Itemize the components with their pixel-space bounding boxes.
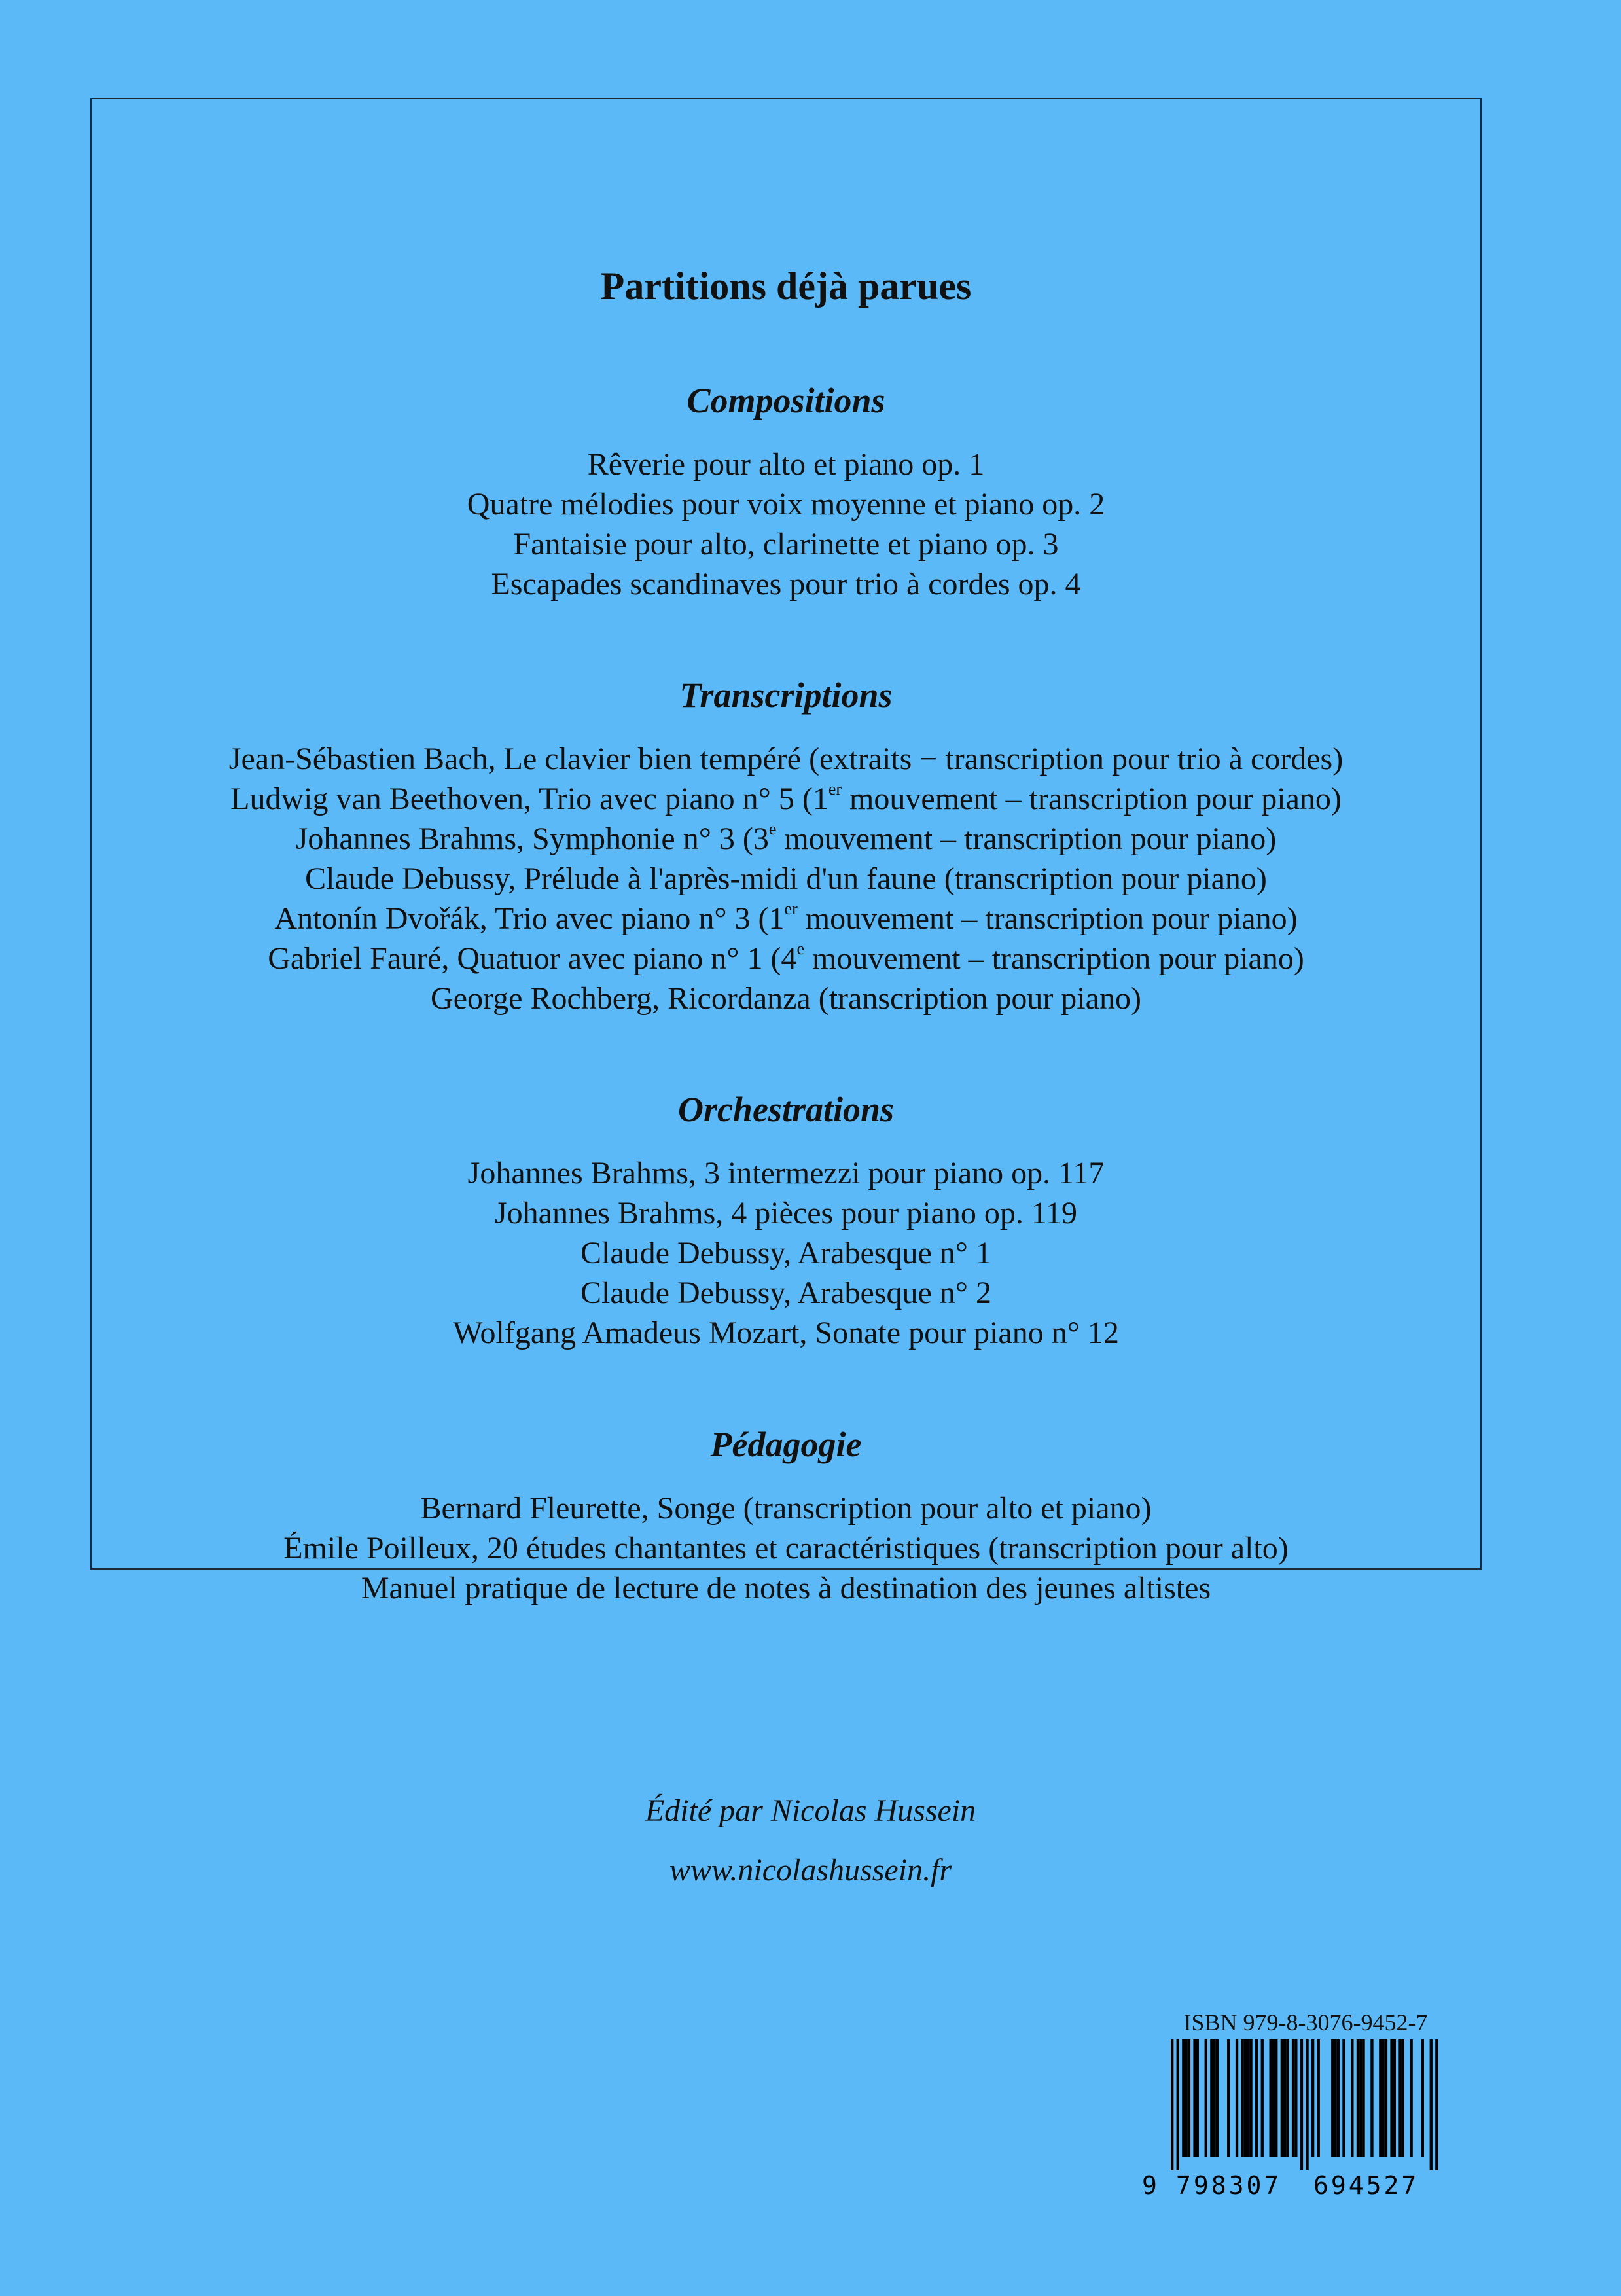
orchestrations-list <box>92 1153 1480 1353</box>
barcode-bar <box>1292 2039 1294 2157</box>
barcode-bar <box>1188 2039 1190 2157</box>
barcode-bar <box>1261 2039 1264 2157</box>
barcode-bar <box>1370 2039 1373 2157</box>
barcode-bar <box>1311 2039 1314 2157</box>
barcode-bar <box>1249 2039 1252 2157</box>
transcriptions-list <box>92 739 1480 1018</box>
barcode-bar <box>1385 2039 1387 2157</box>
barcode-bar <box>1196 2039 1199 2157</box>
list-item: Claude Debussy, Arabesque n° 2 <box>580 1276 991 1310</box>
barcode-bar <box>1270 2039 1272 2157</box>
barcode-bar <box>1182 2039 1185 2157</box>
list-item: Manuel pratique de lecture de notes à destination des jeunes altistes <box>361 1571 1211 1605</box>
list-item: Bernard Fleurette, Songe (transcription pour alto et piano) <box>420 1491 1152 1526</box>
list-item: Antonín Dvořák, Trio avec piano n° 3 (1er mouvement – transcription pour piano) <box>274 899 1298 936</box>
list-item: Johannes Brahms, Symphonie n° 3 (3e mouvement – transcription pour piano) <box>295 819 1277 856</box>
barcode-bar <box>1337 2039 1340 2157</box>
barcode-bar <box>1402 2039 1404 2157</box>
barcode-bar <box>1275 2039 1277 2157</box>
barcode-bar <box>1294 2039 1297 2157</box>
pedagogie-list <box>92 1488 1480 1608</box>
barcode-bar <box>1317 2039 1320 2157</box>
barcode-digit-lead: 9 <box>1142 2171 1157 2200</box>
page-title: Partitions déjà parues <box>600 264 972 308</box>
barcode-bar <box>1193 2039 1196 2157</box>
list-item: Wolfgang Amadeus Mozart, Sonate pour piano n° 12 <box>453 1316 1119 1350</box>
barcode-digit-group-left: 798307 <box>1176 2171 1282 2200</box>
section-heading-pedagogie: Pédagogie <box>710 1425 862 1464</box>
barcode-bar <box>1342 2039 1345 2157</box>
list-item: Escapades scandinaves pour trio à cordes op. 4 <box>491 567 1081 601</box>
list-item: Johannes Brahms, 3 intermezzi pour piano op. 117 <box>467 1156 1105 1191</box>
barcode-bar <box>1300 2039 1303 2170</box>
list-item: Rêverie pour alto et piano op. 1 <box>587 447 985 482</box>
publisher-credit: Édité par Nicolas Hussein <box>645 1793 976 1828</box>
barcode-bar <box>1390 2039 1393 2157</box>
compositions-list <box>92 444 1480 604</box>
section-heading-orchestrations: Orchestrations <box>677 1090 895 1129</box>
barcode-digit-group-right: 694527 <box>1313 2171 1419 2200</box>
barcode-bar <box>1306 2039 1308 2170</box>
barcode-bar <box>1334 2039 1336 2157</box>
barcode-bar <box>1281 2039 1283 2157</box>
section-heading-compositions: Compositions <box>686 381 885 420</box>
barcode-bar <box>1255 2039 1258 2157</box>
list-item: Claude Debussy, Prélude à l'après-midi d'un faune (transcription pour piano) <box>305 861 1267 896</box>
isbn-barcode <box>1142 2009 1456 2204</box>
barcode-bar <box>1430 2039 1433 2170</box>
list-item: Johannes Brahms, 4 pièces pour piano op. 119 <box>494 1196 1078 1230</box>
barcode-bar <box>1236 2039 1238 2157</box>
barcode-bar <box>1216 2039 1219 2157</box>
barcode-bar <box>1283 2039 1286 2157</box>
barcode-bar <box>1435 2039 1438 2170</box>
list-item: Émile Poilleux, 20 études chantantes et caractéristiques (transcription pour alto) <box>283 1531 1289 1566</box>
barcode-bars <box>1142 2039 1456 2170</box>
barcode-bar <box>1205 2039 1207 2157</box>
barcode-bar <box>1213 2039 1216 2157</box>
barcode-bar <box>1244 2039 1247 2157</box>
list-item: Fantaisie pour alto, clarinette et piano op. 3 <box>513 527 1059 562</box>
barcode-bar <box>1357 2039 1359 2157</box>
barcode-bar <box>1286 2039 1289 2157</box>
barcode-bar <box>1331 2039 1334 2157</box>
barcode-bar <box>1398 2039 1401 2157</box>
barcode-bar <box>1185 2039 1188 2157</box>
barcode-bar <box>1359 2039 1362 2157</box>
list-item: Gabriel Fauré, Quatuor avec piano n° 1 (4e mouvement – transcription pour piano) <box>268 939 1304 976</box>
barcode-bar <box>1177 2039 1179 2170</box>
barcode-bar <box>1272 2039 1275 2157</box>
barcode-bar <box>1227 2039 1230 2157</box>
barcode-bar <box>1210 2039 1213 2157</box>
barcode-bar <box>1382 2039 1385 2157</box>
list-item: Ludwig van Beethoven, Trio avec piano n° 5 (1er mouvement – transcription pour piano) <box>230 780 1342 816</box>
isbn-label: ISBN 979-8-3076-9452-7 <box>1183 2009 1428 2036</box>
barcode-bar <box>1379 2039 1381 2157</box>
publisher-website[interactable]: www.nicolashussein.fr <box>669 1853 952 1888</box>
section-heading-transcriptions: Transcriptions <box>679 675 893 715</box>
barcode-bar <box>1421 2039 1424 2157</box>
list-item: George Rochberg, Ricordanza (transcription pour piano) <box>431 981 1141 1016</box>
barcode-bar <box>1410 2039 1413 2157</box>
barcode-digits <box>1142 2170 1456 2200</box>
barcode-bar <box>1247 2039 1249 2157</box>
barcode-bar <box>1241 2039 1244 2157</box>
published-scores-box <box>90 98 1482 1605</box>
barcode-bar <box>1362 2039 1364 2157</box>
list-item: Jean-Sébastien Bach, Le clavier bien tempéré (extraits − transcription pour trio à cordes) <box>228 742 1344 776</box>
list-item: Quatre mélodies pour voix moyenne et piano op. 2 <box>467 487 1105 522</box>
list-item: Claude Debussy, Arabesque n° 1 <box>580 1236 991 1270</box>
barcode-bar <box>1171 2039 1173 2170</box>
barcode-bar <box>1393 2039 1396 2157</box>
barcode-bar <box>1351 2039 1353 2157</box>
